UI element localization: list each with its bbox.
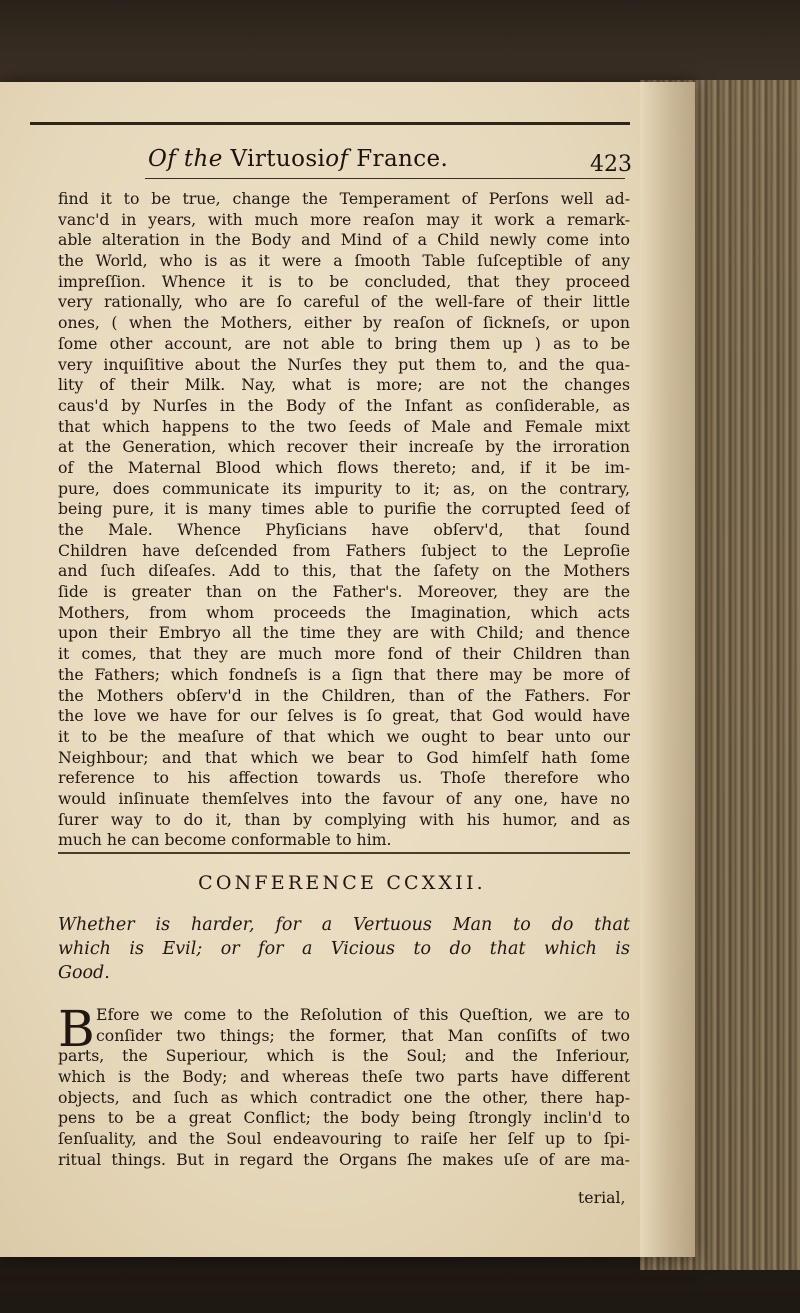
answer-paragraph xyxy=(58,1000,630,1171)
page-number: 423 xyxy=(590,152,632,177)
text-line: ſenſuality, and the Soul endeavouring to raiſe her ſelf up to ſpi- xyxy=(58,1129,630,1149)
running-head-joiner: of xyxy=(325,146,349,172)
text-line: being pure, it is many times able to purifie the corrupted ſeed of xyxy=(58,499,630,519)
text-line: ſide is greater than on the Father's. Moreover, they are the xyxy=(58,582,630,602)
text-line: reference to his affection towards us. Thoſe therefore who xyxy=(58,768,630,788)
text-line: conſider two things; the former, that Man conſiſts of two xyxy=(96,1025,630,1045)
text-line: able alteration in the Body and Mind of a Child newly come into xyxy=(58,230,630,250)
running-head-suffix: France. xyxy=(356,146,449,172)
drop-cap: B xyxy=(58,1000,95,1058)
catchword: terial, xyxy=(578,1188,626,1207)
text-line: the World, who is as it were a ſmooth Table ſuſceptible of any xyxy=(58,251,630,271)
text-line: caus'd by Nurſes in the Body of the Infant as conſiderable, as xyxy=(58,395,630,415)
text-line: of the Maternal Blood which flows thereto; and, if it be im- xyxy=(58,457,630,477)
running-head-middle: Virtuosi xyxy=(230,146,326,172)
running-head-prefix: Of the xyxy=(148,146,223,172)
conference-question xyxy=(58,913,630,985)
text-line: would inſinuate themſelves into the favour of any one, have no xyxy=(58,788,630,808)
text-line: it to be the meaſure of that which we ought to bear unto our xyxy=(58,726,630,746)
text-line: ſome other account, are not able to bring them up ) as to be xyxy=(58,333,630,353)
text-line: Neighbour; and that which we bear to God himſelf hath ſome xyxy=(58,747,630,767)
text-line: the Male. Whence Phyſicians have obſerv'd, that ſound xyxy=(58,520,630,539)
text-line: pens to be a great Conflict; the body being ſtrongly inclin'd to xyxy=(58,1108,630,1128)
text-line: Efore we come to the Reſolution of this Queſtion, we are to xyxy=(96,1005,630,1024)
text-line: the love we have for our ſelves is ſo great, that God would have xyxy=(58,706,630,726)
text-line: Children have deſcended from Fathers ſubject to the Leproſie xyxy=(58,540,630,560)
section-divider-rule xyxy=(58,852,630,854)
text-line: the Mothers obſerv'd in the Children, than of the Fathers. For xyxy=(58,685,630,705)
body-paragraph xyxy=(58,189,630,851)
text-line: Good. xyxy=(58,963,110,983)
text-line: which is the Body; and whereas theſe two parts have different xyxy=(58,1067,630,1087)
text-line: lity of their Milk. Nay, what is more; are not the changes xyxy=(58,375,630,395)
text-line: at the Generation, which recover their increaſe by the irroration xyxy=(58,437,630,457)
text-line: and ſuch diſeaſes. Add to this, that the ſafety on the Mothers xyxy=(58,561,630,581)
text-line: Mothers, from whom proceeds the Imagination, which acts xyxy=(58,602,630,622)
page-fore-edge-shadow xyxy=(640,82,698,1257)
text-line: vanc'd in years, with much more reaſon may it work a remark- xyxy=(58,209,630,229)
header-rule xyxy=(145,178,625,179)
text-line: very rationally, who are ſo careful of the well-fare of their little xyxy=(58,292,630,312)
text-line: which is Evil; or for a Vicious to do that which is xyxy=(58,939,630,959)
running-head xyxy=(148,146,528,172)
text-line: impreſſion. Whence it is to be concluded, that they proceed xyxy=(58,271,630,291)
text-line: parts, the Superiour, which is the Soul; and the Inferiour, xyxy=(58,1046,630,1066)
top-border-rule xyxy=(30,122,630,125)
text-line: much he can become conformable to him. xyxy=(58,830,392,850)
conference-title: CONFERENCE CCXXII. xyxy=(198,872,486,894)
text-line: upon their Embryo all the time they are with Child; and thence xyxy=(58,623,630,643)
text-line: Whether is harder, for a Vertuous Man to do that xyxy=(58,915,630,935)
text-line: ſurer way to do it, than by complying with his humor, and as xyxy=(58,809,630,829)
text-line: very inquiſitive about the Nurſes they put them to, and the qua- xyxy=(58,354,630,374)
text-line: it comes, that they are much more fond of their Children than xyxy=(58,644,630,664)
text-line: ritual things. But in regard the Organs ſhe makes uſe of are ma- xyxy=(58,1149,630,1169)
text-line: the Fathers; which fondneſs is a ſign that there may be more of xyxy=(58,664,630,684)
text-line: find it to be true, change the Temperament of Perſons well ad- xyxy=(58,189,630,208)
text-line: pure, does communicate its impurity to it; as, on the contrary, xyxy=(58,478,630,498)
text-line: ones, ( when the Mothers, either by reaſon of ſickneſs, or upon xyxy=(58,313,630,333)
text-line: that which happens to the two ſeeds of Male and Female mixt xyxy=(58,416,630,436)
text-line: objects, and ſuch as which contradict one the other, there hap- xyxy=(58,1087,630,1107)
